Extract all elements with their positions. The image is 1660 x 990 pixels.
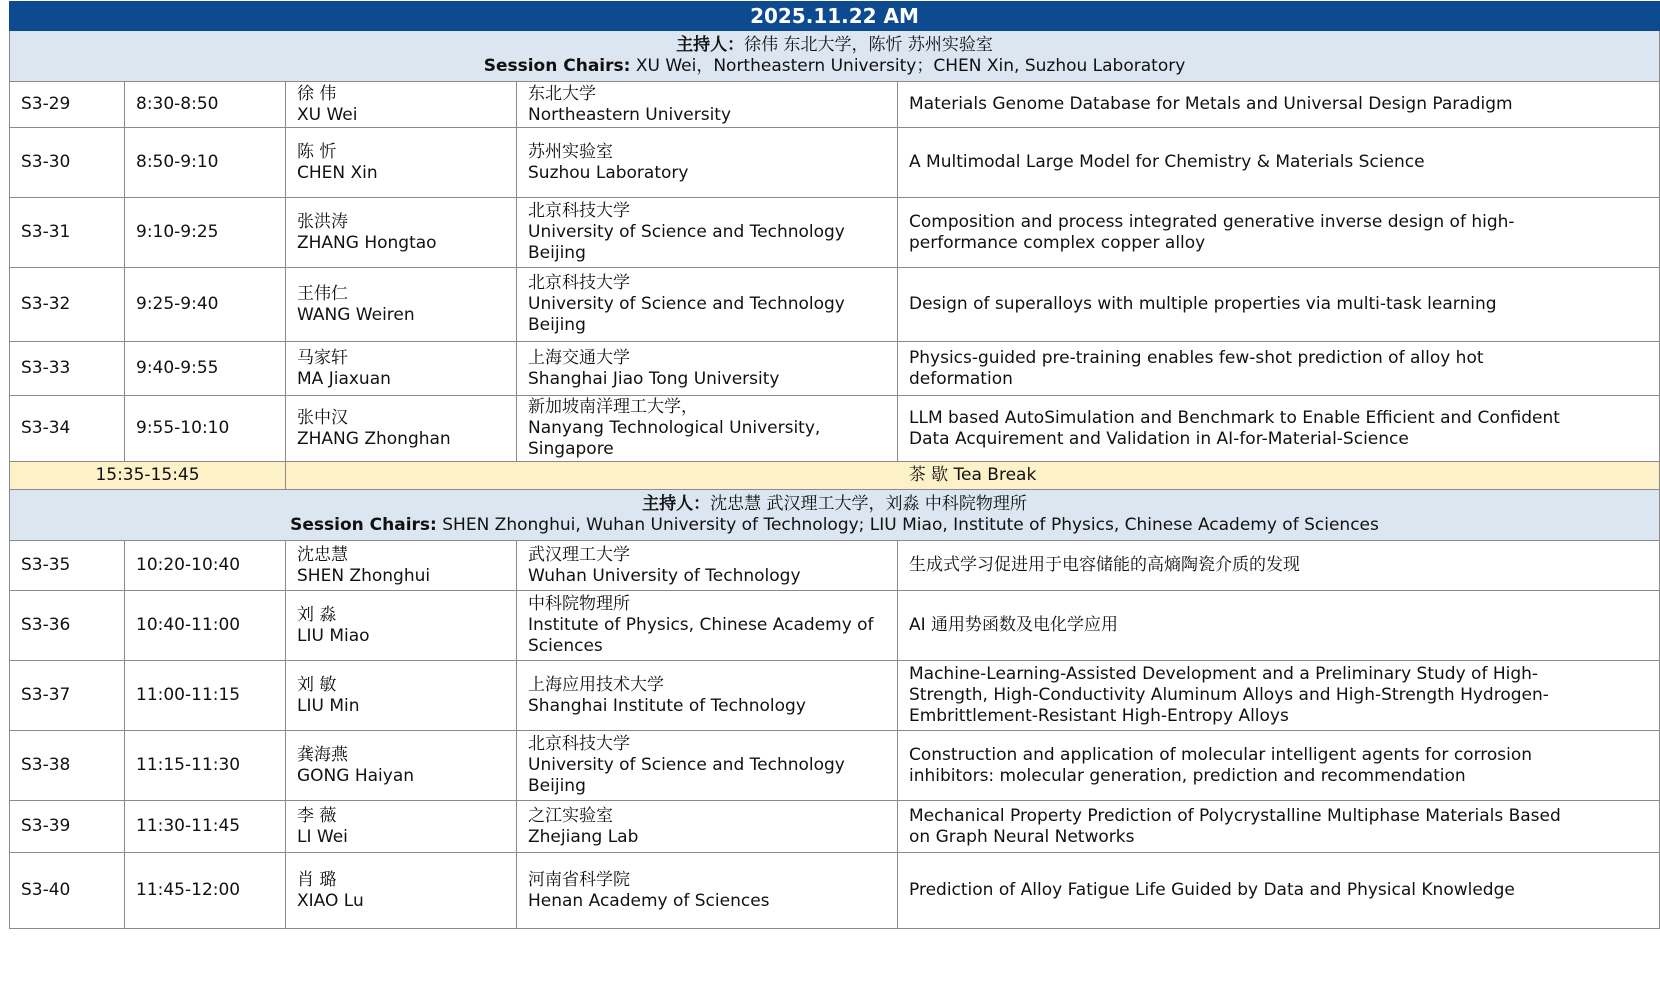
- time-slot: 9:55-10:10: [125, 396, 286, 462]
- session-id: S3-29: [10, 82, 125, 128]
- time-slot: 8:30-8:50: [125, 82, 286, 128]
- talk-title: Physics-guided pre-training enables few-shot prediction of alloy hot deformation: [898, 342, 1660, 396]
- affiliation-en: Suzhou Laboratory: [528, 162, 689, 183]
- speaker-name-en: LIU Miao: [297, 625, 370, 646]
- talk-title: AI 通用势函数及电化学应用: [898, 591, 1660, 661]
- table-row: [10, 801, 1660, 853]
- session-id: S3-31: [10, 198, 125, 268]
- speaker-name-en: ZHANG Hongtao: [297, 232, 437, 253]
- time-slot: 11:45-12:00: [125, 853, 286, 929]
- speaker-name-cn: 沈忠慧: [297, 544, 348, 565]
- session-id: S3-40: [10, 853, 125, 929]
- time-slot: 10:20-10:40: [125, 541, 286, 591]
- chairs-en-text: SHEN Zhonghui, Wuhan University of Technology; LIU Miao, Institute of Physics, Chinese Academy of Sciences: [436, 515, 1379, 535]
- speaker-name-cn: 张中汉: [297, 407, 348, 428]
- affiliation-en: Wuhan University of Technology: [528, 565, 801, 586]
- speaker-cell: [286, 396, 517, 462]
- affiliation-cell: [517, 82, 898, 128]
- table-row: [10, 541, 1660, 591]
- affiliation-cn: 苏州实验室: [528, 141, 613, 162]
- time-slot: 9:40-9:55: [125, 342, 286, 396]
- speaker-cell: [286, 591, 517, 661]
- affiliation-en: Shanghai Institute of Technology: [528, 695, 806, 716]
- affiliation-cell: [517, 853, 898, 929]
- speaker-name-en: XU Wei: [297, 104, 358, 125]
- affiliation-cell: [517, 268, 898, 342]
- affiliation-en: Zhejiang Lab: [528, 826, 639, 847]
- tea-break-row: [10, 462, 1660, 490]
- affiliation-cell: [517, 661, 898, 731]
- affiliation-cn: 上海应用技术大学: [528, 674, 664, 695]
- speaker-cell: [286, 198, 517, 268]
- speaker-name-en: WANG Weiren: [297, 304, 415, 325]
- speaker-name-cn: 马家轩: [297, 347, 348, 368]
- speaker-cell: [286, 853, 517, 929]
- affiliation-cn: 东北大学: [528, 83, 596, 104]
- speaker-name-cn: 陈 忻: [297, 141, 337, 162]
- session-chairs-row-1: [10, 31, 1660, 82]
- schedule-sheet: [9, 1, 1659, 929]
- table-row: [10, 342, 1660, 396]
- chairs-en-text: XU Wei，Northeastern University；CHEN Xin, Suzhou Laboratory: [630, 56, 1186, 76]
- talk-title: 生成式学习促进用于电容储能的高熵陶瓷介质的发现: [898, 541, 1660, 591]
- speaker-cell: [286, 342, 517, 396]
- talk-title: Materials Genome Database for Metals and Universal Design Paradigm: [898, 82, 1660, 128]
- session-id: S3-37: [10, 661, 125, 731]
- session-id: S3-39: [10, 801, 125, 853]
- speaker-name-cn: 刘 敏: [297, 674, 337, 695]
- time-slot: 8:50-9:10: [125, 128, 286, 198]
- speaker-name-cn: 徐 伟: [297, 83, 337, 104]
- table-row: [10, 396, 1660, 462]
- affiliation-cn: 北京科技大学: [528, 273, 630, 293]
- chairs-cn-text: 徐伟 东北大学，陈忻 苏州实验室: [744, 35, 993, 55]
- table-row: [10, 731, 1660, 801]
- affiliation-cell: [517, 731, 898, 801]
- affiliation-cell: [517, 128, 898, 198]
- speaker-cell: [286, 731, 517, 801]
- speaker-name-en: SHEN Zhonghui: [297, 565, 431, 586]
- talk-title: Composition and process integrated generative inverse design of high- performance complex copper alloy: [898, 198, 1660, 268]
- table-row: [10, 198, 1660, 268]
- affiliation-cn: 之江实验室: [528, 805, 613, 826]
- speaker-name-en: XIAO Lu: [297, 890, 364, 911]
- affiliation-cell: [517, 541, 898, 591]
- session-id: S3-38: [10, 731, 125, 801]
- tea-break-time: 15:35-15:45: [10, 462, 286, 490]
- talk-title: Construction and application of molecular intelligent agents for corrosion inhibitors: molecular generation, prediction and recommendation: [898, 731, 1660, 801]
- talk-title: LLM based AutoSimulation and Benchmark to Enable Efficient and Confident Data Acquirement and Validation in AI-for-Material-Science: [898, 396, 1660, 462]
- speaker-name-en: ZHANG Zhonghan: [297, 428, 451, 449]
- talk-title: Mechanical Property Prediction of Polycrystalline Multiphase Materials Based on Graph Neural Networks: [898, 801, 1660, 853]
- speaker-name-cn: 龚海燕: [297, 744, 348, 765]
- chairs-cn-text: 沈忠慧 武汉理工大学，刘淼 中科院物理所: [710, 494, 1027, 514]
- session-chairs-2: [10, 490, 1660, 541]
- table-row: [10, 82, 1660, 128]
- session-id: S3-30: [10, 128, 125, 198]
- affiliation-en: Institute of Physics, Chinese Academy of Sciences: [528, 615, 874, 656]
- talk-title: A Multimodal Large Model for Chemistry & Materials Science: [898, 128, 1660, 198]
- date-header: 2025.11.22 AM: [10, 2, 1660, 31]
- table-row: [10, 661, 1660, 731]
- session-id: S3-33: [10, 342, 125, 396]
- affiliation-en: Shanghai Jiao Tong University: [528, 368, 780, 389]
- affiliation-cell: [517, 801, 898, 853]
- affiliation-cn: 北京科技大学: [528, 734, 630, 754]
- speaker-name-en: CHEN Xin: [297, 162, 378, 183]
- time-slot: 11:00-11:15: [125, 661, 286, 731]
- speaker-cell: [286, 541, 517, 591]
- speaker-name-cn: 李 薇: [297, 805, 337, 826]
- chairs-en-label: Session Chairs:: [483, 56, 631, 76]
- speaker-name-en: LI Wei: [297, 826, 348, 847]
- affiliation-cell: [517, 342, 898, 396]
- time-slot: 9:10-9:25: [125, 198, 286, 268]
- talk-title: Design of superalloys with multiple properties via multi-task learning: [898, 268, 1660, 342]
- tea-break-label: 茶 歇 Tea Break: [286, 462, 1660, 490]
- speaker-name-cn: 张洪涛: [297, 211, 348, 232]
- speaker-cell: [286, 82, 517, 128]
- talk-title: Machine-Learning-Assisted Development and a Preliminary Study of High- Strength, High-Conductivity Aluminum Alloys and High-Strength Hydrogen- Embrittlement-Resistant High-Entropy Alloys: [898, 661, 1660, 731]
- time-slot: 11:30-11:45: [125, 801, 286, 853]
- table-row: [10, 591, 1660, 661]
- affiliation-cn: 新加坡南洋理工大学，: [528, 397, 698, 417]
- session-id: S3-35: [10, 541, 125, 591]
- speaker-name-cn: 刘 淼: [297, 604, 337, 625]
- speaker-name-en: MA Jiaxuan: [297, 368, 391, 389]
- speaker-name-cn: 王伟仁: [297, 283, 348, 304]
- session-chairs-row-2: [10, 490, 1660, 541]
- affiliation-cn: 河南省科学院: [528, 869, 630, 890]
- time-slot: 11:15-11:30: [125, 731, 286, 801]
- session-id: S3-32: [10, 268, 125, 342]
- chairs-cn-label: 主持人：: [642, 494, 711, 514]
- affiliation-cn: 武汉理工大学: [528, 544, 630, 565]
- time-slot: 10:40-11:00: [125, 591, 286, 661]
- affiliation-en: Nanyang Technological University, Singapore: [528, 418, 821, 459]
- affiliation-en: University of Science and Technology Beijing: [528, 755, 845, 796]
- table-row: [10, 268, 1660, 342]
- speaker-name-en: LIU Min: [297, 695, 360, 716]
- schedule-table: [9, 1, 1660, 929]
- speaker-cell: [286, 801, 517, 853]
- affiliation-cell: [517, 198, 898, 268]
- date-header-row: [10, 2, 1660, 31]
- speaker-cell: [286, 661, 517, 731]
- affiliation-cn: 中科院物理所: [528, 594, 630, 614]
- speaker-name-cn: 肖 璐: [297, 869, 337, 890]
- session-id: S3-36: [10, 591, 125, 661]
- affiliation-cell: [517, 591, 898, 661]
- affiliation-en: Northeastern University: [528, 104, 732, 125]
- chairs-cn-label: 主持人：: [676, 35, 745, 55]
- affiliation-en: University of Science and Technology Beijing: [528, 222, 845, 263]
- session-id: S3-34: [10, 396, 125, 462]
- chairs-en-label: Session Chairs:: [290, 515, 437, 535]
- talk-title: Prediction of Alloy Fatigue Life Guided by Data and Physical Knowledge: [898, 853, 1660, 929]
- affiliation-cn: 北京科技大学: [528, 201, 630, 221]
- affiliation-cn: 上海交通大学: [528, 347, 630, 368]
- table-row: [10, 128, 1660, 198]
- affiliation-en: University of Science and Technology Beijing: [528, 294, 845, 335]
- affiliation-en: Henan Academy of Sciences: [528, 890, 770, 911]
- time-slot: 9:25-9:40: [125, 268, 286, 342]
- speaker-cell: [286, 268, 517, 342]
- table-row: [10, 853, 1660, 929]
- session-chairs-1: [10, 31, 1660, 82]
- speaker-cell: [286, 128, 517, 198]
- speaker-name-en: GONG Haiyan: [297, 765, 415, 786]
- affiliation-cell: [517, 396, 898, 462]
